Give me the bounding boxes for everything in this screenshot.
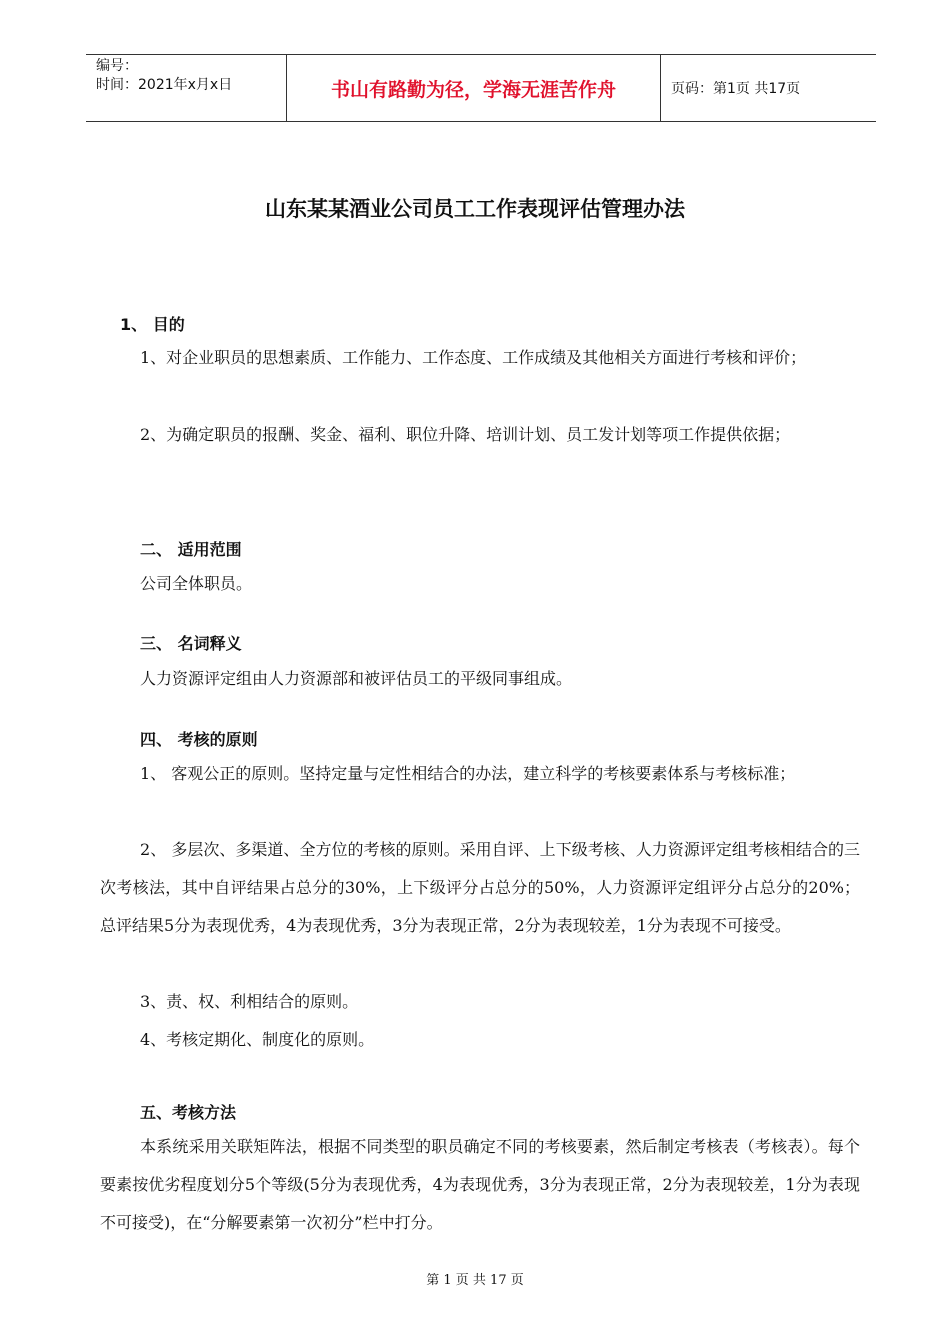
- section-4-paragraph-4: 4、考核定期化、制度化的原则。: [140, 1030, 375, 1049]
- header-page-info: 页码：第1页 共17页: [671, 81, 801, 97]
- page-footer: 第 1 页 共 17 页: [426, 1273, 524, 1288]
- header-motto: 书山有路勤为径，学海无涯苦作舟: [287, 55, 661, 121]
- section-1-paragraph-1: 1、对企业职员的思想素质、工作能力、工作态度、工作成绩及其他相关方面进行考核和评价；: [140, 348, 807, 367]
- header-table: [86, 54, 876, 122]
- section-4-heading: 四、 考核的原则: [140, 730, 258, 749]
- section-3-paragraph-1: 人力资源评定组由人力资源部和被评估员工的平级同事组成。: [140, 669, 573, 688]
- section-4-paragraph-2: 2、 多层次、多渠道、全方位的考核的原则。采用自评、上下级考核、人力资源评定组考核相结合的三次考核法，其中自评结果占总分的30%，上下级评分占总分的50%，人力资源评定组评分占总分的20%；总评结果5分为表现优秀，4为表现优秀，3分为表现正常，2分为表现较差，1分为表现不可接受。: [100, 840, 860, 935]
- section-4-paragraph-3: 3、责、权、利相结合的原则。: [140, 992, 359, 1011]
- document-title: 山东某某酒业公司员工工作表现评估管理办法: [265, 197, 685, 221]
- section-4-paragraph-1: 1、 客观公正的原则。坚持定量与定性相结合的办法，建立科学的考核要素体系与考核标准；: [140, 764, 796, 783]
- section-2-heading: 二、 适用范围: [140, 540, 242, 559]
- section-1-heading: 1、 目的: [120, 315, 185, 334]
- section-2-paragraph-1: 公司全体职员。: [140, 574, 253, 593]
- section-1-paragraph-2: 2、为确定职员的报酬、奖金、福利、职位升降、培训计划、员工发计划等项工作提供依据；: [140, 425, 791, 444]
- section-5-heading: 五、考核方法: [140, 1103, 237, 1122]
- number-label: 编号：: [96, 58, 138, 74]
- header-meta: [86, 55, 287, 121]
- section-3-heading: 三、 名词释义: [140, 634, 242, 653]
- time-label: 时间：2021年x月x日: [96, 77, 233, 93]
- section-5-paragraph-1: 本系统采用关联矩阵法，根据不同类型的职员确定不同的考核要素，然后制定考核表（考核表）。每个要素按优劣程度划分5个等级(5分为表现优秀，4为表现优秀，3分为表现正常，2分为表现较差，1分为表现不可接受)，在“分解要素第一次初分”栏中打分。: [100, 1137, 860, 1232]
